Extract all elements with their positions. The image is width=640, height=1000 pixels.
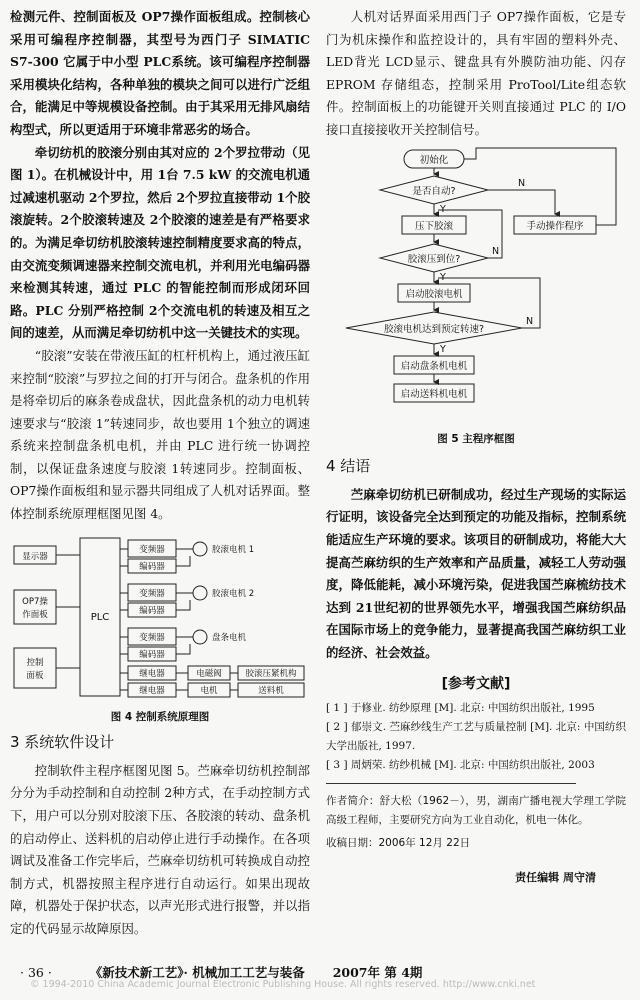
- flow-y-2: Y: [440, 271, 446, 283]
- left-paragraph-2: 牵切纺机的胶滚分别由其对应的 2个罗拉带动（见图 1）。在机械设计中，用 1台 7.5 kW 的交流电机通过减速机驱动 2个罗拉，然后 2个罗拉直接带动 1个胶滚旋转。2个胶滚转速及 2个胶滚的速差是有严格要求的。为满足牵切纺机胶滚转速控制精度要求高的特点，由交流变频调速器来控制交流电机，并利用光电编码器来检测其转速，通过 PLC 的智能控制而形成闭环回路。PLC 分别严格控制 2个交流电机的转速及相互之间的速差，从而满足牵切纺机中这一关键技术的实现。: [10, 144, 310, 341]
- divider: [326, 783, 576, 784]
- left-column: [10, 6, 310, 941]
- responsible-editor: 责任编辑 周守清: [515, 871, 596, 885]
- left-paragraph-4: 控制软件主程序框图见图 5。苎麻牵切纺机控制部分分为手动控制和自动控制 2种方式，在手动控制方式下，用户可以分别对胶滚下压、各胶滚的转动、盘条机的启动停止、送料机的启动停止进行手动操作。在各项调试及准备工作完毕后，苎麻牵切纺机可转换成自动控制方式，机器按照主程序进行自动运行。如果出现故障，机器处于保护状态，以声光形式进行报警，并以指定的代码显示故障原因。: [10, 762, 310, 936]
- right-column: [326, 6, 626, 890]
- left-paragraph-3: “胶滚”安装在带液压缸的杠杆机构上，通过液压缸来控制“胶滚”与罗拉之间的打开与闭合。盘条机的作用是将牵切后的麻条卷成盘状，因此盘条机的动力电机转速要求与“胶滚 1”转速同步，故也要用 1个独立的调速系统来控制盘条机电机，并由 PLC 进行统一协调控制，以保证盘条速度与胶滚 1转速同步。控制面板、OP7操作面板组和显示器共同组成了人机对话界面。整体控制系统原理框图见图 4。: [10, 347, 310, 522]
- diagram-relay-2: 继电器: [139, 685, 165, 696]
- reference-3: [ 3 ] 周炳荣. 纺纱机械 [M]. 北京: 中国纺织出版社, 2003: [326, 759, 595, 772]
- page-footer: [20, 963, 630, 990]
- main-program-flowchart: [326, 146, 626, 458]
- flow-start-roller: 启动胶滚电机: [405, 288, 463, 300]
- section-3-title: 3 系统软件设计: [10, 733, 115, 752]
- flow-y-3: Y: [440, 343, 446, 355]
- flow-n-1: N: [518, 177, 526, 189]
- diagram-encoder-1: 编码器: [139, 561, 165, 572]
- references-title: [参考文献]: [441, 675, 511, 692]
- diagram-motor-2: 胶滚电机 2: [212, 588, 255, 599]
- diagram-inverter-3: 变频器: [139, 632, 165, 643]
- journal-issue: 2007年 第 4期: [332, 965, 423, 980]
- diagram-inverter-1: 变频器: [139, 544, 165, 555]
- control-system-diagram: [10, 532, 310, 702]
- reference-1: [ 1 ] 于修业. 纺纱原理 [M]. 北京: 中国纺织出版社, 1995: [326, 702, 595, 715]
- diagram-motor-small: 电机: [200, 685, 218, 696]
- flow-y-1: Y: [440, 203, 446, 215]
- figure-5: [326, 146, 626, 448]
- diagram-feeder: 送料机: [258, 685, 284, 696]
- diagram-motor-3: 盘条电机: [212, 632, 247, 643]
- received-date: 收稿日期：2006年 12月 22日: [326, 837, 471, 850]
- flow-start-feed: 启动送料机电机: [400, 388, 468, 400]
- reference-2: [ 2 ] 郁崇文. 苎麻纱线生产工艺与质量控制 [M]. 北京: 中国纺织大学出版社, 1997.: [326, 721, 626, 753]
- flow-press-question: 胶滚压到位?: [407, 253, 461, 265]
- diagram-display-label: 显示器: [22, 551, 48, 562]
- flow-n-3: N: [526, 315, 534, 327]
- diagram-panel-label-1: 控制: [26, 657, 44, 668]
- journal-name: 《新技术新工艺》· 机械加工工艺与装备: [89, 965, 305, 980]
- diagram-inverter-2: 变频器: [139, 588, 165, 599]
- diagram-solenoid: 电磁阀: [196, 668, 222, 679]
- flow-press: 压下胶滚: [414, 220, 454, 232]
- diagram-op7-label-2: 作面板: [22, 609, 48, 620]
- section-4-title: 4 结语: [326, 457, 371, 476]
- left-paragraph-1: 检测元件、控制面板及 OP7操作面板组成。控制核心采用可编程序控制器，其型号为西门子 SIMATIC S7-300 它属于中小型 PLC系统。该可编程序控制器采用模块化结构，各种单独的模块之间可以进行广泛组合，能满足中等规模设备控制。由于其采用无排风扇结构型式，所以更适用于环境非常恶劣的场合。: [10, 9, 310, 137]
- figure-5-caption: 图 5 主程序框图: [437, 433, 515, 446]
- flow-init: 初始化: [419, 154, 449, 166]
- diagram-plc-label: PLC: [90, 611, 110, 623]
- flow-n-2: N: [492, 245, 500, 257]
- diagram-op7-label-1: OP7操: [22, 596, 48, 607]
- diagram-relay-1: 继电器: [139, 668, 165, 679]
- figure-4: [10, 532, 310, 726]
- right-paragraph-2: 苎麻牵切纺机已研制成功，经过生产现场的实际运行证明，该设备完全达到预定的功能及指标，控制系统能适应生产环境的要求。该项目的研制成功，将能大大提高苎麻纺织的生产效率和产品质量，减轻工人劳动强度，降低能耗，减小环境污染，促进我国苎麻梳纺技术达到 21世纪初的世界领先水平，增强我国苎麻纺织品在国际市场上的竞争能力，显著提高我国苎麻纺织工业的经济、社会效益。: [326, 486, 626, 660]
- diagram-encoder-3: 编码器: [139, 649, 165, 660]
- diagram-motor-1: 胶滚电机 1: [212, 544, 255, 555]
- figure-4-caption: 图 4 控制系统原理图: [110, 711, 210, 724]
- diagram-panel-label-2: 面板: [26, 670, 44, 681]
- author-info: 作者简介：舒大松（1962－），男，湖南广播电视大学理工学院高级工程师，主要研究方向为工业自动化，机电一体化。: [326, 795, 626, 827]
- copyright-notice: © 1994-2010 China Academic Journal Electronic Publishing House. All rights reserved. http://www.cnki.net: [30, 979, 536, 990]
- page-number: · 36 ·: [20, 965, 52, 980]
- diagram-press-mech: 胶滚压紧机构: [245, 668, 297, 679]
- flow-manual: 手动操作程序: [526, 220, 584, 232]
- flow-auto-question: 是否自动?: [412, 185, 456, 197]
- flow-speed-question: 胶滚电机达到预定转速?: [383, 323, 485, 335]
- right-paragraph-1: 人机对话界面采用西门子 OP7操作面板，它是专门为机床操作和监控设计的，具有牢固的塑料外壳、LED背光 LCD显示、键盘具有外膜防油功能、闪存 EPROM 存储组态，控制采用 ProTool/Lite组态软件。控制面板上的功能键开关则直接通过 PLC 的 I/O接口直接接收开关控制信号。: [326, 9, 626, 137]
- diagram-encoder-2: 编码器: [139, 605, 165, 616]
- flow-start-coil: 启动盘条机电机: [400, 360, 468, 372]
